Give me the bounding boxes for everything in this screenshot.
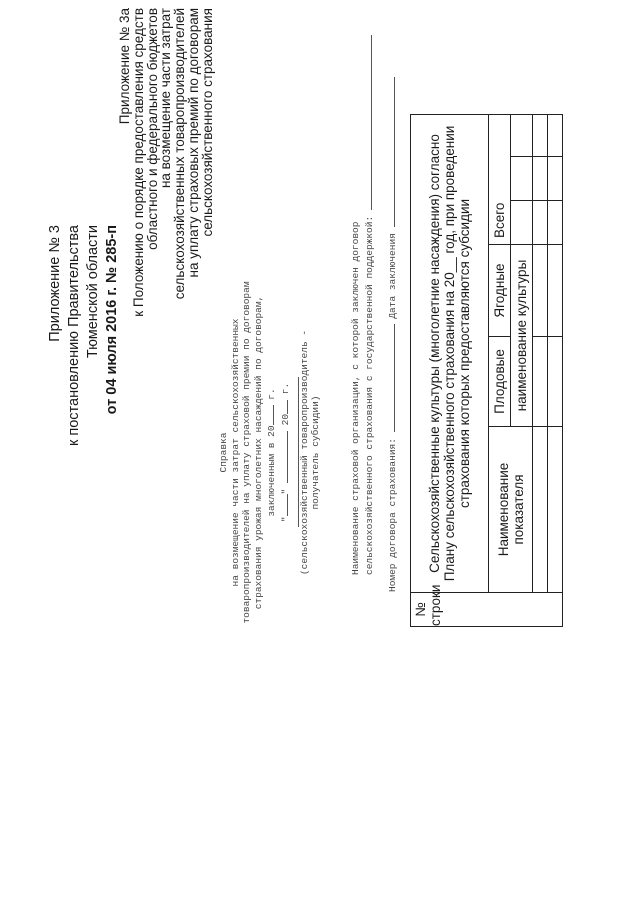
- year-blank: [264, 405, 274, 425]
- certificate-line: страхования урожая многолетних насаждений по договорам,: [252, 295, 264, 610]
- table-cell: [533, 337, 548, 427]
- header-appendix-3a: [118, 8, 215, 317]
- table-cell: [548, 427, 563, 593]
- table-cell: [511, 114, 533, 156]
- appendix-ref: к постановлению Правительства: [66, 225, 82, 446]
- crop-name-header: наименование культуры: [511, 245, 533, 427]
- conclusion-date-label: Дата заключения: [387, 233, 398, 319]
- month-blank: [278, 431, 288, 483]
- certificate-title: Справка: [218, 432, 229, 473]
- appendix-3a-line: на возмещение части затрат: [158, 8, 174, 189]
- table-title-header: Сельскохозяйственные культуры (многолетние насаждения) согласно Плану сельскохозяйственного страхования на 20__ год, при проведении страхования которых предоставляются субсидии: [411, 114, 489, 592]
- appendix-region: Тюменской области: [85, 225, 101, 359]
- column-row-number-header: № строки: [411, 593, 563, 627]
- producer-caption: (сельскохозяйственный товаропроизводитель -: [298, 329, 310, 576]
- insurer-line: Наименование страховой организации, с которой заключен договор: [350, 221, 361, 575]
- insurer-line-2-text: сельскохозяйственного страхования с государственной поддержкой:: [363, 215, 375, 575]
- producer-caption-2: получатель субсидии): [310, 395, 322, 510]
- insurer-line-2: [362, 35, 376, 575]
- appendix-3a-line: на уплату страховых премий по договорам: [185, 8, 201, 278]
- table-cell: [548, 245, 563, 337]
- appendix-3a-line: сельскохозяйственных товаропроизводителей: [172, 8, 188, 300]
- quote-close: ": [279, 488, 291, 495]
- table-cell: [533, 114, 548, 156]
- certificate-concluded-line: [264, 0, 278, 905]
- date-year-blank: [278, 400, 288, 414]
- table-cell: [548, 337, 563, 427]
- appendix-date: от 04 июля 2016 г. № 285-п: [104, 225, 120, 415]
- appendix-3a-line: областного и федерального бюджетов: [144, 8, 160, 250]
- concluded-suffix: г.: [266, 388, 278, 400]
- contract-number-blank: [385, 324, 395, 432]
- conclusion-date-blank: [385, 77, 395, 227]
- certificate-date-line: [278, 0, 292, 905]
- table-cell: [533, 245, 548, 337]
- table-cell: [533, 157, 548, 201]
- column-total-header: Всего: [489, 114, 511, 244]
- certificate-line: на возмещение части затрат сельскохозяйственных: [229, 318, 241, 587]
- contract-info-line: [385, 77, 398, 592]
- subsidy-crops-table: [410, 114, 563, 627]
- table-cell: [533, 201, 548, 245]
- certificate-block: [218, 0, 322, 905]
- header-appendix-3: [46, 225, 122, 446]
- appendix-3a-line: к Положению о порядке предоставления средств: [130, 8, 146, 317]
- appendix-3a-title: Приложение № 3а: [117, 8, 132, 125]
- table-cell: [548, 157, 563, 201]
- table-cell: [511, 157, 533, 201]
- appendix-3a-line: сельскохозяйственного страхования: [199, 8, 215, 237]
- certificate-line: товаропроизводителей на уплату страховой премии по договорам: [241, 281, 253, 624]
- table-cell: [548, 114, 563, 156]
- column-berry-header: Ягодные: [489, 245, 511, 337]
- day-blank: [278, 494, 288, 516]
- table-cell: [511, 201, 533, 245]
- column-fruit-header: Плодовые: [489, 337, 511, 427]
- appendix-title: Приложение № 3: [47, 225, 63, 342]
- insurer-block: [350, 35, 375, 575]
- concluded-prefix: заключенным в 20: [266, 425, 278, 517]
- table-cell: [548, 201, 563, 245]
- contract-number-label: Номер договора страхования:: [387, 438, 398, 592]
- insurer-blank: [362, 35, 372, 210]
- date-suffix: г.: [279, 382, 291, 395]
- date-century: 20: [279, 413, 291, 426]
- indicator-name-header: Наименование показателя: [489, 427, 533, 593]
- quote-open: ": [279, 516, 291, 523]
- table-cell: [533, 427, 548, 593]
